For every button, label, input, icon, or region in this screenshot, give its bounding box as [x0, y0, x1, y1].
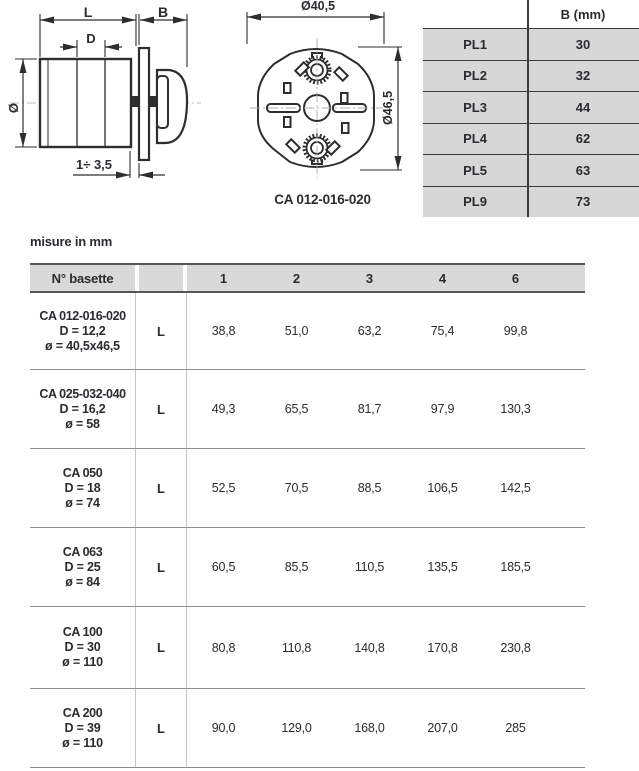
value-cell: 52,5: [211, 481, 236, 495]
value-cell: 129,0: [281, 721, 312, 735]
value-cell: 60,5: [211, 560, 236, 574]
value-cell: 99,8: [503, 324, 528, 338]
dim-cell: L: [135, 370, 187, 448]
model-name: CA 200: [62, 705, 103, 720]
b-table-header-row: [423, 0, 639, 28]
front-view-drawing: [230, 0, 415, 185]
dim-cell: L: [135, 528, 187, 606]
b-table-row: [423, 154, 639, 186]
b-table-header: B (mm): [560, 6, 606, 22]
table-row: [30, 370, 585, 449]
model-diameter: ø = 40,5x46,5: [45, 338, 120, 353]
value-cell: 80,8: [211, 640, 236, 655]
value-cell: 170,8: [427, 640, 458, 655]
table-header-row: [30, 263, 585, 293]
value-cell: 38,8: [211, 324, 236, 338]
table-row: [30, 689, 585, 768]
model-name: CA 050: [62, 465, 103, 480]
model-label: PL5: [463, 162, 487, 178]
model-cell: [30, 607, 135, 688]
dimension-table: [30, 263, 585, 768]
value-cell: 88,5: [357, 481, 382, 495]
model-d: D = 25: [64, 559, 101, 574]
filler-cell: [552, 293, 585, 369]
b-value: 44: [575, 99, 591, 115]
dim-header: [139, 265, 183, 291]
value-cell: 130,3: [500, 402, 531, 416]
switch-body: [40, 59, 131, 147]
pole-header: 1: [219, 270, 228, 286]
model-name: CA 063: [62, 544, 103, 559]
filler-cell: [552, 689, 585, 767]
value-cell: 51,0: [284, 324, 309, 338]
table-row: [30, 607, 585, 689]
value-cell: 230,8: [500, 640, 531, 655]
units-note: misure in mm: [30, 234, 113, 249]
b-table-row: [423, 123, 639, 155]
corner-header: N° basette: [30, 265, 135, 291]
model-d: D = 30: [64, 640, 101, 654]
value-cell: 285: [505, 721, 526, 735]
value-cell: 106,5: [427, 481, 458, 495]
filler-cell: [552, 370, 585, 448]
value-cell: 75,4: [430, 324, 455, 338]
dim-cell: L: [135, 449, 187, 527]
value-cell: 207,0: [427, 721, 458, 735]
filler-cell: [552, 528, 585, 606]
b-table-row: [423, 28, 639, 60]
dim-label-diameter: Ø: [6, 102, 21, 114]
value-cell: 49,3: [211, 402, 236, 416]
b-value: 73: [575, 194, 591, 210]
model-cell: [30, 449, 135, 527]
model-label: PL2: [463, 68, 487, 84]
dim-label-d405: Ø40,5: [300, 0, 336, 13]
value-cell: 65,5: [284, 402, 309, 416]
pole-header: 6: [511, 270, 520, 286]
model-name: CA 012-016-020: [39, 308, 126, 323]
dim-label-B: B: [157, 5, 169, 20]
b-value: 63: [575, 162, 591, 178]
value-cell: 135,5: [427, 560, 458, 574]
value-cell: 110,8: [281, 640, 312, 655]
front-view-caption: CA 012-016-020: [274, 192, 371, 207]
value-cell: 63,2: [357, 324, 382, 338]
table-row: [30, 293, 585, 370]
filler-cell: [552, 607, 585, 688]
dim-label-L: L: [83, 5, 93, 20]
model-name: CA 025-032-040: [39, 386, 126, 401]
value-cell: 97,9: [430, 402, 455, 416]
value-cell: 142,5: [500, 481, 531, 495]
table-row: [30, 528, 585, 607]
model-label: PL3: [463, 99, 487, 115]
b-value: 62: [575, 131, 591, 147]
model-diameter: ø = 58: [65, 416, 100, 431]
filler-cell: [552, 449, 585, 527]
model-label: PL1: [463, 36, 487, 52]
value-cell: 81,7: [357, 402, 382, 416]
pole-header: 2: [292, 270, 301, 286]
dim-cell: L: [135, 293, 187, 369]
b-value: 32: [575, 68, 591, 84]
model-label: PL9: [463, 194, 487, 210]
b-table-corner: [423, 0, 527, 28]
pole-header: 3: [365, 270, 374, 286]
model-diameter: ø = 110: [62, 655, 103, 669]
dim-label-panel-gap: 1÷ 3,5: [75, 157, 113, 172]
model-name: CA 100: [62, 625, 103, 639]
value-cell: 70,5: [284, 481, 309, 495]
model-label: PL4: [463, 131, 487, 147]
table-row: [30, 449, 585, 528]
dim-label-d465: Ø46,5: [381, 90, 395, 126]
value-cell: 90,0: [211, 721, 236, 735]
dim-cell: L: [135, 607, 187, 688]
side-view-drawing: [5, 5, 215, 195]
pole-headers: [187, 265, 585, 291]
b-table-divider: [527, 0, 529, 217]
model-cell: [30, 293, 135, 369]
model-d: D = 16,2: [59, 401, 106, 416]
dim-cell: L: [135, 689, 187, 767]
model-d: D = 39: [64, 720, 101, 735]
mounting-flange: [139, 48, 149, 160]
model-diameter: ø = 84: [65, 574, 100, 589]
value-cell: 110,5: [354, 560, 385, 574]
model-cell: [30, 689, 135, 767]
b-dimension-table: [423, 0, 639, 217]
model-d: D = 18: [64, 480, 101, 495]
b-table-row: [423, 186, 639, 218]
value-cell: 85,5: [284, 560, 309, 574]
dim-label-D: D: [86, 31, 96, 46]
model-d: D = 12,2: [59, 323, 106, 338]
model-cell: [30, 528, 135, 606]
pole-header: 4: [438, 270, 447, 286]
value-cell: 185,5: [500, 560, 531, 574]
value-cell: 140,8: [354, 640, 385, 655]
model-diameter: ø = 110: [62, 735, 103, 750]
b-table-row: [423, 60, 639, 92]
b-table-row: [423, 91, 639, 123]
model-diameter: ø = 74: [65, 495, 100, 510]
model-cell: [30, 370, 135, 448]
value-cell: 168,0: [354, 721, 385, 735]
b-value: 30: [575, 36, 591, 52]
